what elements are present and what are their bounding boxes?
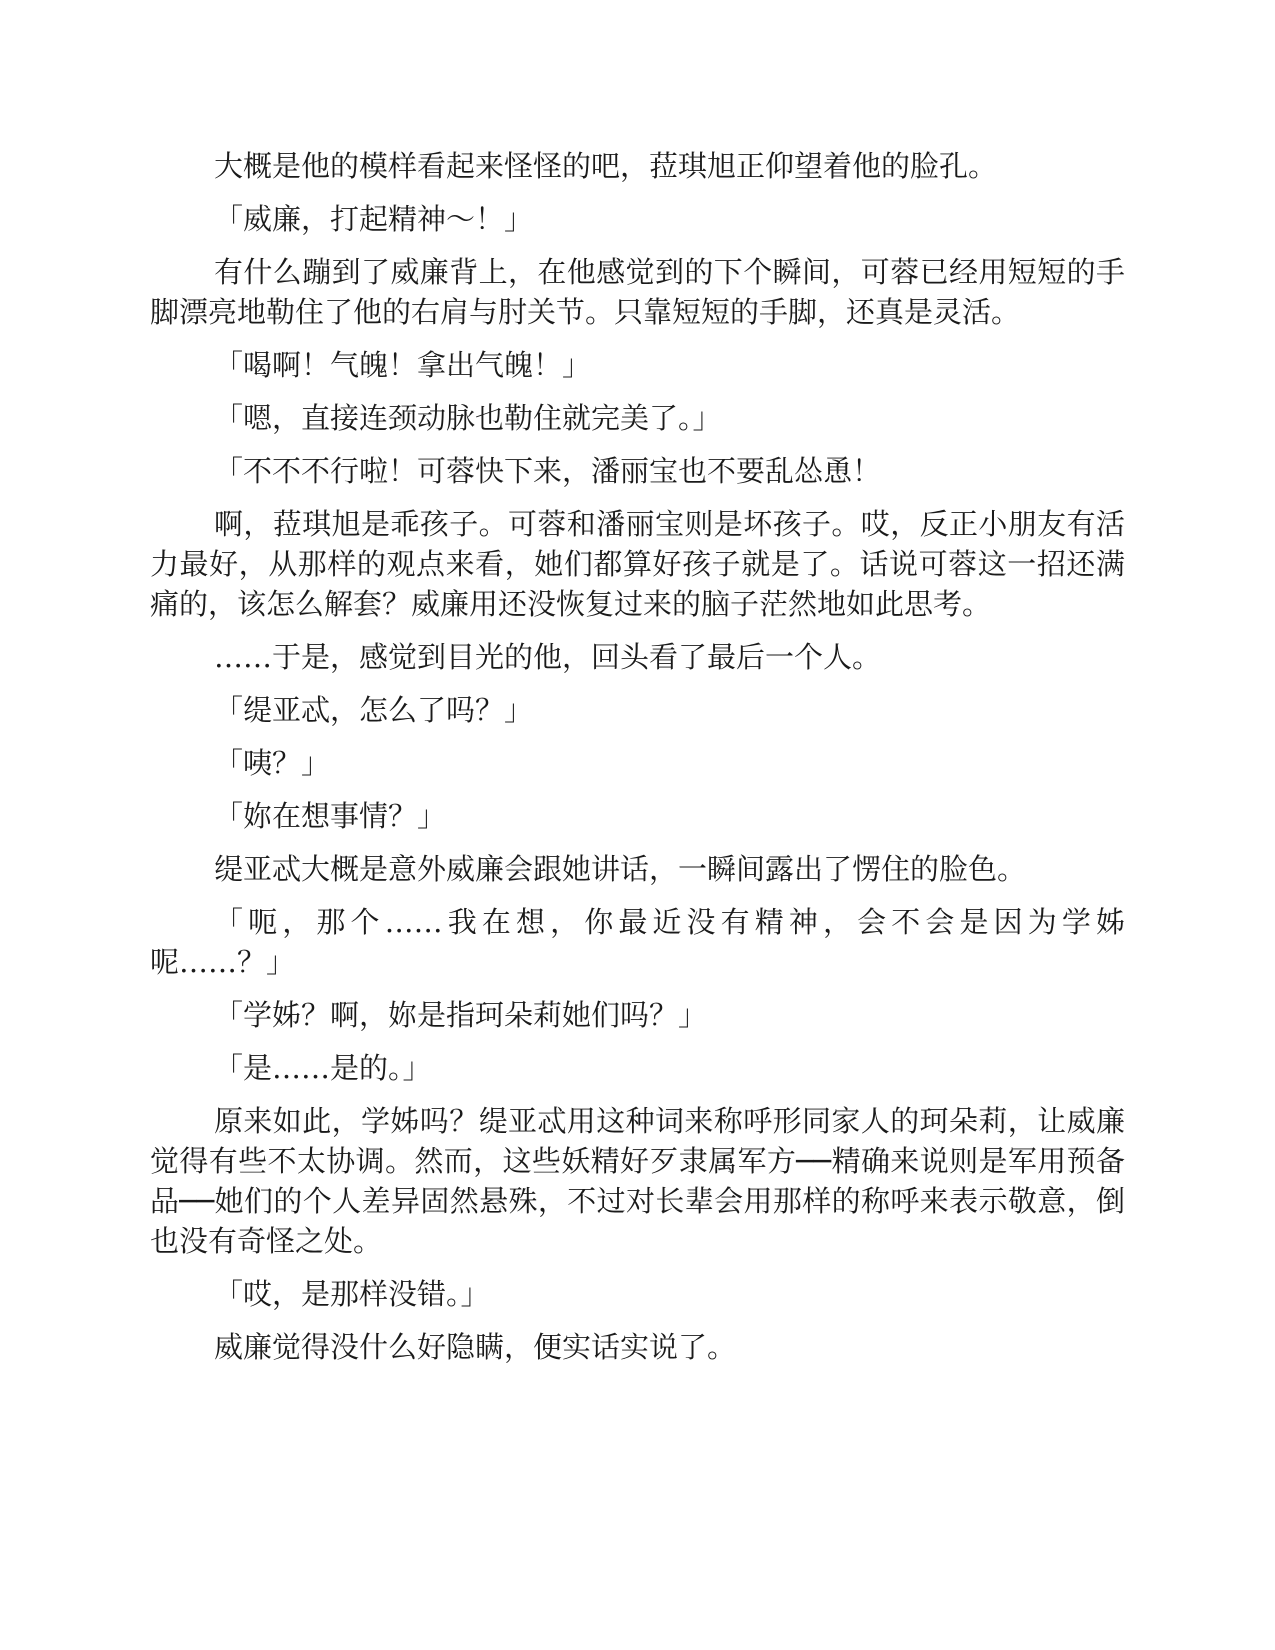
paragraph: 「不不不行啦！可蓉快下来，潘丽宝也不要乱怂恿！: [214, 454, 882, 488]
paragraph: 「缇亚忒，怎么了吗？」: [214, 693, 534, 727]
paragraph: 缇亚忒大概是意外威廉会跟她讲话，一瞬间露出了愣住的脸色。: [214, 852, 1027, 886]
paragraph: 啊，菈琪旭是乖孩子。可蓉和潘丽宝则是坏孩子。哎，反正小朋友有活力最好，从那样的观点来看，她们都算好孩子就是了。话说可蓉这一招还满痛的，该怎么解套？威廉用还没恢复过来的脑子茫然地如此思考。: [150, 507, 1125, 621]
paragraph: 大概是他的模样看起来怪怪的吧，菈琪旭正仰望着他的脸孔。: [214, 149, 998, 183]
paragraph: 威廉觉得没什么好隐瞒，便实话实说了。: [214, 1330, 737, 1364]
paragraph: 「嗯，直接连颈动脉也勒住就完美了。」: [214, 401, 722, 435]
paragraph: 「威廉，打起精神～！」: [214, 202, 534, 236]
paragraph: 原来如此，学姊吗？缇亚忒用这种词来称呼形同家人的珂朵莉，让威廉觉得有些不太协调。然而，这些妖精好歹隶属军方──精确来说则是军用预备品──她们的个人差异固然悬殊，不过对长辈会用那样的称呼来表示敬意，倒也没有奇怪之处。: [150, 1104, 1125, 1258]
paragraph: 「哎，是那样没错。」: [214, 1277, 490, 1311]
paragraph: 「喝啊！气魄！拿出气魄！」: [214, 348, 592, 382]
paragraph: 「妳在想事情？」: [214, 799, 447, 833]
paragraph: ……于是，感觉到目光的他，回头看了最后一个人。: [214, 640, 882, 674]
paragraph: 「呃，那个……我在想，你最近没有精神，会不会是因为学姊呢……？」: [150, 905, 1125, 979]
paragraph: 「咦？」: [214, 746, 331, 780]
document-page: [150, 146, 1125, 1380]
paragraph: 「是……是的。」: [214, 1051, 432, 1085]
paragraph: 「学姊？啊，妳是指珂朵莉她们吗？」: [214, 998, 708, 1032]
paragraph: 有什么蹦到了威廉背上，在他感觉到的下个瞬间，可蓉已经用短短的手脚漂亮地勒住了他的右肩与肘关节。只靠短短的手脚，还真是灵活。: [150, 255, 1125, 329]
